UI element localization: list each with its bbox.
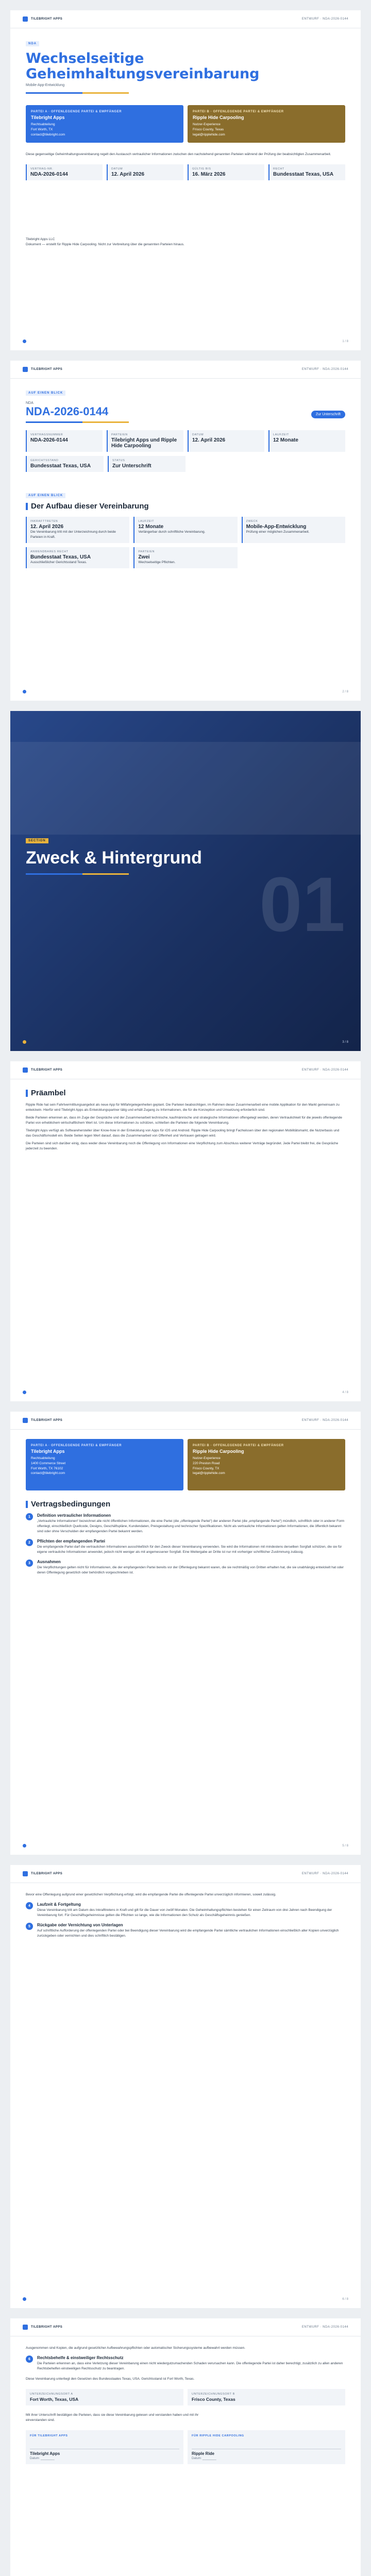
metric: DATUM 12. April 2026 [107, 164, 183, 180]
brand: TILEBRIGHT APPS [23, 1871, 62, 1876]
metrics-row-2 [26, 456, 185, 472]
footer-company: Tilebright Apps LLC [26, 237, 55, 241]
page-7 [10, 2318, 361, 2576]
metric: STATUS Zur Unterschrift [108, 456, 185, 472]
signing-place-a: UNTERZEICHNUNGSORT A Fort Worth, Texas, USA [26, 2389, 183, 2405]
brand-logo-icon [23, 367, 28, 372]
continuation-text: Ausgenommen sind Kopien, die aufgrund gesetzlicher Aufbewahrungspflichten oder automatischer Sicherungssysteme aufbewahrt werden müssen. [26, 2346, 245, 2350]
brand: TILEBRIGHT APPS [23, 1418, 62, 1423]
page-footer [23, 1844, 348, 1848]
clause: 4 Laufzeit & Fortgeltung Diese Vereinbarung tritt am Datum des Inkrafttretens in Kraft und gilt für die Dauer von zwölf Monaten. Die Geheimhaltungspflichten bestehen für einen Zeitraum von drei Jahren nach Beendigung der Vereinbarung fort. Für Geschäftsgeheimnisse gelten die Pflichten so lange, wie die Informationen den Schutz als Geschäftsgeheimnis genießen. [26, 1902, 345, 1918]
page-header [10, 361, 361, 379]
page-header [10, 1865, 361, 1883]
metric: GÜLTIG BIS 16. März 2026 [188, 164, 264, 180]
header-ref: ENTWURF · NDA-2026-0144 [301, 18, 348, 21]
page-footer [23, 1040, 348, 1044]
overview-grid [26, 517, 345, 568]
overview-cell: ANWENDBARES RECHT Bundesstaat Texas, USA Ausschließlicher Gerichtsstand Texas. [26, 547, 129, 568]
overview-cell: INKRAFTTRETEN 12. April 2026 Die Vereinbarung tritt mit der Unterzeichnung durch beide Parteien in Kraft. [26, 517, 129, 543]
page-number: 1 / 8 [342, 340, 348, 343]
page-4 [10, 1061, 361, 1401]
kicker: SECTION [26, 838, 48, 843]
header-ref: ENTWURF · NDA-2026-0144 [301, 1069, 348, 1072]
party-a-card: PARTEI A · OFFENLEGENDE PARTEI & EMPFÄNGER Tilebright Apps Rechtsabteilung 1400 Commerce Street Fort Worth, TX 76102 contact@tilebright.com [26, 1439, 183, 1490]
page-2 [10, 361, 361, 701]
page-number: 5 / 8 [342, 1844, 348, 1848]
overview-cell: LAUFZEIT 12 Monate Verlängerbar durch schriftliche Vereinbarung. [133, 517, 237, 543]
heading-accent-icon [26, 1501, 28, 1508]
accent-bar [26, 873, 129, 875]
page-3-section-divider [10, 711, 361, 1051]
accent-bar [26, 421, 129, 423]
brand: TILEBRIGHT APPS [23, 367, 62, 372]
party-b-card: PARTEI B · OFFENLEGENDE PARTEI & EMPFÄNGER Ripple Hide Carpooling Nutzer-Experience 220 Preston Road Frisco County, TX legal@ripplehide.com [188, 1439, 345, 1490]
metrics-row [26, 430, 345, 452]
page-footer [23, 690, 348, 693]
section-title: Zweck & Hintergrund [26, 848, 202, 868]
page-title: Wechselseitige Geheimhaltungsvereinbarung [26, 50, 260, 82]
divider-band [10, 742, 361, 835]
accent-bar [26, 92, 129, 94]
overview-cell: PARTEIEN Zwei Wechselseitige Pflichten. [133, 547, 237, 568]
contract-number: NDA-2026-0144 [26, 405, 109, 418]
footer-dot-icon [23, 1844, 26, 1848]
page-6 [10, 1865, 361, 2308]
page-header [10, 10, 361, 28]
status-badge: Zur Unterschrift [311, 411, 345, 418]
preamble-text: Ripple Ride hat sein Fahrtvermittlungsangebot als neue App für Mitfahrgelegenheiten geplant. Die Parteien beabsichtigen, im Rahmen dieser Zusammenarbeit eine mobile Applikation für den Markt gemeinsam zu entwickeln. Hierfür wird Tilebright Apps als Entwicklungspartner tätig und erhält Zugang zu Informationen, die für die Konzeption und Umsetzung erforderlich sind. Beide Parteien erkennen an, dass im Zuge der Gespräche und der Zusammenarbeit technische, kaufmännische und strategische Informationen offengelegt werden, deren Vertraulichkeit für die jeweils offenlegende Partei von erheblichem wirtschaftlichem Wert ist. Um diese Informationen zu schützen, schließen die Parteien die folgende Vereinbarung. Tilebright Apps verfügt als Softwarehersteller über Know-how in der Entwicklung von Apps für iOS und Android. Ripple Hide Carpooling bringt Fachwissen über den regionalen Mobilitätsmarkt, die Nutzerbasis und das Geschäftsmodell ein. Beide Seiten legen Wert darauf, dass die Zusammenarbeit von Offenheit und Vertrauen getragen wird. Die Parteien sind sich darüber einig, dass weder diese Vereinbarung noch die Offenlegung von Informationen eine Verpflichtung zum Abschluss weiterer Verträge begründet. Jede Partei bleibt frei, die Gespräche jederzeit zu beenden. [26, 1103, 343, 1151]
footer-dot-icon [23, 2297, 26, 2301]
page-1 [10, 10, 361, 350]
heading-accent-icon [26, 503, 28, 510]
page-header [10, 1061, 361, 1079]
signature-block-a: FÜR TILEBRIGHT APPS Tilebright Apps Datum: ________ [26, 2430, 183, 2464]
clause: 2 Pflichten der empfangenden Partei Die empfangende Partei darf die vertraulichen Informationen ausschließlich für den Zweck dieser Vereinbarung verwenden. Sie wird die Informationen mit mindestens derselben Sorgfalt schützen, die sie für eigene vertrauliche Informationen anwendet, jedoch nicht weniger als mit angemessener Sorgfalt. Eine Weitergabe an Dritte ist nur mit vorheriger schriftlicher Zustimmung zulässig. [26, 1539, 345, 1555]
metric: RECHT Bundesstaat Texas, USA [268, 164, 345, 180]
heading-accent-icon [26, 1090, 28, 1097]
page-5 [10, 1412, 361, 1855]
footer-dot-icon [23, 1391, 26, 1394]
party-b-card: PARTEI B · OFFENLEGENDE PARTEI & EMPFÄNGER Ripple Hide Carpooling Nutzer-Experience Frisco County, Texas legal@ripplehide.com [188, 105, 345, 142]
overview-cell: ZWECK Mobile-App-Entwicklung Prüfung einer möglichen Zusammenarbeit. [242, 517, 345, 543]
metrics-row [26, 164, 345, 180]
footer-dot-icon [23, 1040, 26, 1044]
brand: TILEBRIGHT APPS [23, 16, 62, 22]
brand: TILEBRIGHT APPS [23, 2325, 62, 2330]
section-heading: Vertragsbedingungen [26, 1500, 345, 1509]
page-footer [23, 340, 348, 343]
clause: 6 Rechtsbehelfe & einstweiliger Rechtsschutz Die Parteien erkennen an, dass eine Verletzung dieser Vereinbarung einen nicht wiedergutzumachenden Schaden verursachen kann. Die offenlegende Partei ist daher berechtigt, zusätzlich zu allen anderen Rechtsbehelfen einstweiligen Rechtsschutz zu beantragen. [26, 2355, 345, 2371]
header-ref: ENTWURF · NDA-2026-0144 [301, 1419, 348, 1422]
page-footer [23, 2297, 348, 2301]
page-number: 4 / 8 [342, 1391, 348, 1394]
footer-dot-icon [23, 690, 26, 693]
metric: LAUFZEIT 12 Monate [268, 430, 345, 452]
page-header [10, 2318, 361, 2336]
brand-logo-icon [23, 16, 28, 22]
clause: 5 Rückgabe oder Vernichtung von Unterlagen Auf schriftliche Aufforderung der offenlegenden Partei oder bei Beendigung dieser Vereinbarung wird die empfangende Partei sämtliche vertraulichen Informationen einschließlich aller Kopien unverzüglich zurückgeben oder vernichten und dies schriftlich bestätigen. [26, 1923, 345, 1939]
brand-logo-icon [23, 2325, 28, 2330]
brand: TILEBRIGHT APPS [23, 1067, 62, 1073]
section-heading: Der Aufbau dieser Vereinbarung [26, 502, 345, 511]
metric: PARTEIEN Tilebright Apps und Ripple Hide Carpooling [107, 430, 183, 452]
section-heading: Präambel [26, 1089, 345, 1097]
section-number: 01 [259, 861, 345, 947]
kicker: AUF EINEN BLICK [26, 391, 65, 396]
brand-logo-icon [23, 1418, 28, 1423]
clause: 1 Definition vertraulicher Informationen „Vertrauliche Informationen“ bezeichnet alle nicht öffentlichen Informationen, die eine Partei (die „offenlegende Partei“) der anderen Partei (die „empfangende Partei“) mündlich, schriftlich oder in anderer Form offenlegt, einschließlich Quellcode, Designs, Geschäftspläne, Kundendaten, Preisgestaltung und technischer Spezifikationen. Nicht als vertrauliche Informationen gelten Informationen, die öffentlich bekannt sind oder ohne Verschulden der empfangenden Partei bekannt werden. [26, 1513, 345, 1534]
continuation-text: Bevor eine Offenlegung aufgrund einer gesetzlichen Verpflichtung erfolgt, wird die empfangende Partei die offenlegende Partei unverzüglich informieren, soweit zulässig. [26, 1893, 276, 1896]
signature-note: Mit ihrer Unterschrift bestätigen die Parteien, dass sie diese Vereinbarung gelesen und verstanden haben und mit ihr einverstanden sind. [26, 2413, 199, 2422]
signature-block-b: FÜR RIPPLE HIDE CARPOOLING Ripple Ride Datum: ________ [188, 2430, 345, 2464]
page-number: 3 / 8 [342, 1040, 348, 1044]
metric: GERICHTSSTAND Bundesstaat Texas, USA [26, 456, 104, 472]
metric: VERTRAGSNUMMER NDA-2026-0144 [26, 430, 103, 452]
kicker: NDA [26, 41, 39, 46]
header-ref: ENTWURF · NDA-2026-0144 [301, 1872, 348, 1875]
brand-logo-icon [23, 1871, 28, 1876]
party-a-card: PARTEI A · OFFENLEGENDE PARTEI & EMPFÄNGER Tilebright Apps Rechtsabteilung Fort Worth, TX contact@tilebright.com [26, 105, 183, 142]
kicker-2: AUF EINEN BLICK [26, 493, 65, 498]
footer-dot-icon [23, 340, 26, 343]
law-text: Diese Vereinbarung unterliegt den Gesetzen des Bundesstaates Texas, USA. Gerichtsstand ist Fort Worth, Texas. [26, 2377, 195, 2381]
signing-place-b: UNTERZEICHNUNGSORT B Frisco County, Texas [188, 2389, 345, 2405]
page-header [10, 1412, 361, 1430]
header-ref: ENTWURF · NDA-2026-0144 [301, 2326, 348, 2329]
footer-note: Dokument — erstellt für Ripple Hide Carpooling. Nicht zur Verbreitung über die genannten Parteien hinaus. [26, 242, 184, 246]
subtitle: Mobile-App-Entwicklung [26, 83, 65, 88]
metric: VERTRAG-NR. NDA-2026-0144 [26, 164, 103, 180]
metric: DATUM 12. April 2026 [188, 430, 264, 452]
header-ref: ENTWURF · NDA-2026-0144 [301, 368, 348, 371]
page-footer [23, 1391, 348, 1394]
clause: 3 Ausnahmen Die Verpflichtungen gelten nicht für Informationen, die der empfangenden Partei bereits vor der Offenlegung bekannt waren, die sie rechtmäßig von Dritten erhalten hat, die sie unabhängig entwickelt hat oder deren Offenlegung gesetzlich oder behördlich vorgeschrieben ist. [26, 1560, 345, 1575]
page-number: 6 / 8 [342, 2297, 348, 2301]
intro-text: Diese gegenseitige Geheimhaltungsvereinbarung regelt den Austausch vertraulicher Informationen zwischen den nachstehend genannten Parteien während der Prüfung der beabsichtigten Zusammenarbeit. [26, 152, 331, 156]
brand-logo-icon [23, 1067, 28, 1073]
page-number: 2 / 8 [342, 690, 348, 693]
ref-label: NDA [26, 401, 33, 405]
